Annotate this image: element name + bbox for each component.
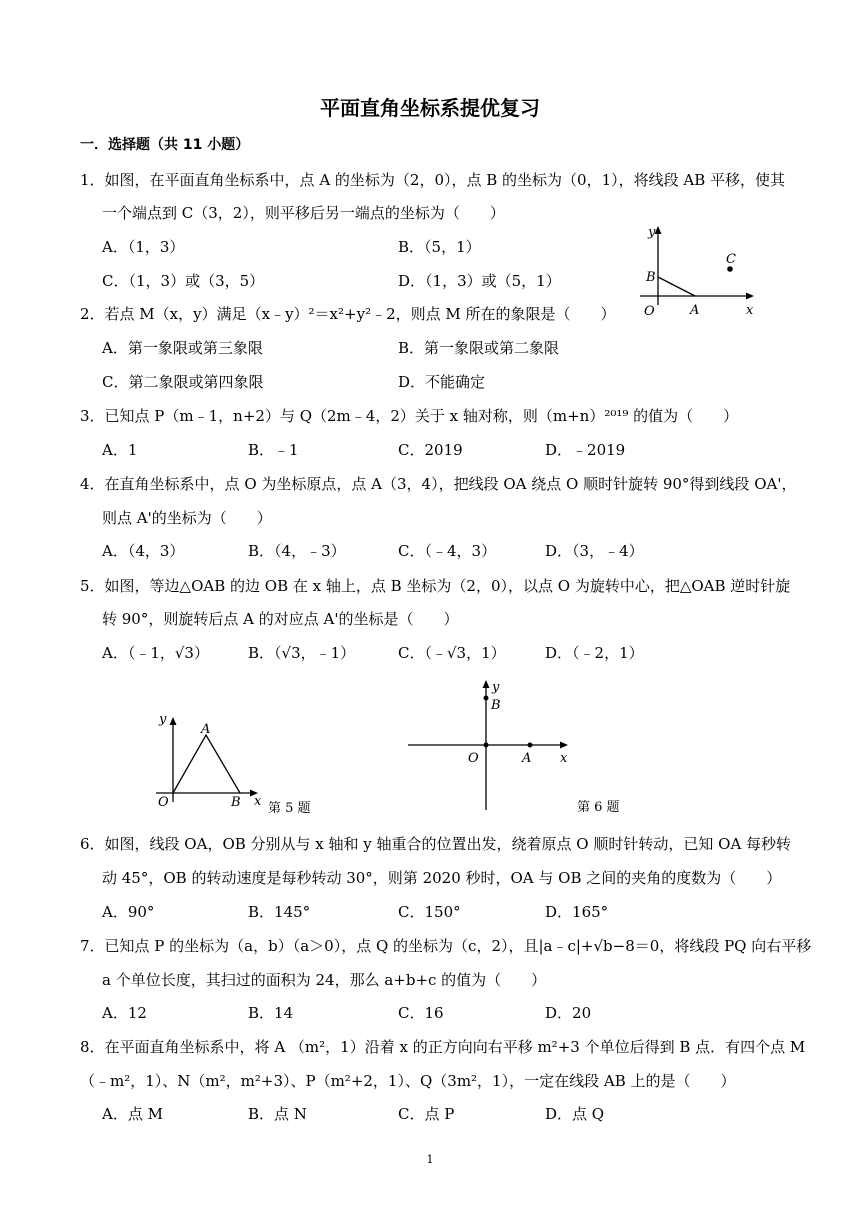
q8-option-c: C．点 P [398, 1105, 455, 1123]
q1-fig-b-label: B [646, 270, 656, 285]
q5-fig-o-label: O [158, 795, 169, 810]
section-heading: 一．选择题（共 11 小题） [80, 137, 250, 153]
q6-option-a: A．90° [102, 903, 155, 921]
q5-fig-x-label: x [254, 794, 262, 809]
q1-fig-c-label: C [726, 252, 736, 267]
q5-option-a: A．（﹣1，√3） [102, 644, 209, 662]
q6-figure [400, 674, 580, 814]
q6-stem-line2: 动 45°，OB 的转动速度是每秒转动 30°，则第 2020 秒时，OA 与 OB 之间的夹角的度数为（ ） [102, 869, 782, 887]
q7-stem-line1: 7．已知点 P 的坐标为（a，b）（a＞0），点 Q 的坐标为（c，2），且|a﹣c|+√b−8＝0，将线段 PQ 向右平移 [80, 937, 812, 955]
fig5-caption: 第 5 题 [268, 801, 311, 816]
q1-fig-o-label: O [644, 304, 655, 319]
q1-figure [630, 220, 765, 320]
q4-option-a: A．（4，3） [102, 542, 185, 560]
q5-option-b: B．（√3，﹣1） [248, 644, 356, 662]
q4-stem-line1: 4．在直角坐标系中，点 O 为坐标原点，点 A（3，4），把线段 OA 绕点 O 顺时针旋转 90°得到线段 OA'， [80, 475, 797, 493]
q8-stem-line2: （﹣m²，1）、N（m²，m²+3）、P（m²+2，1）、Q（3m²，1），一定在线段 AB 上的是（ ） [80, 1072, 736, 1090]
q6-fig-b-label: B [491, 698, 501, 713]
q3-option-b: B．﹣1 [248, 441, 299, 459]
q7-option-a: A．12 [102, 1004, 147, 1022]
q5-figure [148, 705, 328, 820]
q6-option-b: B．145° [248, 903, 311, 921]
q3-option-c: C．2019 [398, 441, 463, 459]
q7-option-b: B．14 [248, 1004, 294, 1022]
q6-fig-y-label: y [492, 680, 500, 695]
q8-option-d: D．点 Q [545, 1105, 605, 1123]
q1-stem-line2: 一个端点到 C（3，2），则平移后另一端点的坐标为（ ） [102, 204, 505, 222]
q4-option-d: D．（3，﹣4） [545, 542, 644, 560]
q1-fig-a-label: A [690, 303, 700, 318]
q2-option-b: B．第一象限或第二象限 [398, 339, 560, 357]
page-title: 平面直角坐标系提优复习 [320, 96, 540, 120]
q6-option-d: D．165° [545, 903, 609, 921]
q5-stem-line1: 5．如图，等边△OAB 的边 OB 在 x 轴上，点 B 坐标为（2，0），以点 O 为旋转中心，把△OAB 逆时针旋 [80, 577, 791, 595]
q8-stem-line1: 8．在平面直角坐标系中，将 A （m²，1）沿着 x 的正方向向右平移 m²+3 个单位后得到 B 点．有四个点 M [80, 1038, 806, 1056]
q4-stem-line2: 则点 A'的坐标为（ ） [102, 509, 272, 527]
q4-option-c: C．（﹣4，3） [398, 542, 497, 560]
q1-option-c: C．（1，3）或（3，5） [102, 272, 265, 290]
q3-stem-line1: 3．已知点 P（m﹣1，n+2）与 Q（2m﹣4，2）关于 x 轴对称，则（m+n）²⁰¹⁹ 的值为（ ） [80, 407, 739, 425]
q8-option-a: A．点 M [102, 1105, 163, 1123]
q6-fig-a-label: A [522, 751, 532, 766]
q7-option-d: D．20 [545, 1004, 592, 1022]
q7-stem-line2: a 个单位长度，其扫过的面积为 24，那么 a+b+c 的值为（ ） [102, 971, 547, 989]
q5-fig-a-label: A [201, 722, 211, 737]
q6-option-c: C．150° [398, 903, 461, 921]
q4-option-b: B．（4，﹣3） [248, 542, 346, 560]
q2-option-d: D．不能确定 [398, 373, 486, 391]
q2-stem-line1: 2．若点 M（x，y）满足（x﹣y）²＝x²+y²﹣2，则点 M 所在的象限是（ ） [80, 305, 616, 323]
q3-option-d: D．﹣2019 [545, 441, 626, 459]
fig6-caption: 第 6 题 [577, 800, 620, 815]
q6-stem-line1: 6．如图，线段 OA，OB 分别从与 x 轴和 y 轴重合的位置出发，绕着原点 O 顺时针转动，已知 OA 每秒转 [80, 835, 792, 853]
q1-option-d: D．（1，3）或（5，1） [398, 272, 561, 290]
q8-option-b: B．点 N [248, 1105, 307, 1123]
q1-option-b: B．（5，1） [398, 238, 481, 256]
page-number: 1 [426, 1153, 434, 1166]
q1-fig-x-label: x [746, 303, 754, 318]
q5-stem-line2: 转 90°，则旋转后点 A 的对应点 A'的坐标是（ ） [102, 610, 459, 628]
q6-fig-o-label: O [468, 751, 479, 766]
q5-option-c: C．（﹣√3，1） [398, 644, 506, 662]
q6-fig-x-label: x [560, 751, 568, 766]
q5-fig-y-label: y [159, 712, 167, 727]
q3-option-a: A．1 [102, 441, 138, 459]
q5-fig-b-label: B [231, 795, 241, 810]
q5-option-d: D．（﹣2，1） [545, 644, 644, 662]
q7-option-c: C．16 [398, 1004, 444, 1022]
q1-fig-y-label: y [648, 225, 656, 240]
q2-option-c: C．第二象限或第四象限 [102, 373, 264, 391]
q1-stem-line1: 1．如图，在平面直角坐标系中，点 A 的坐标为（2，0），点 B 的坐标为（0，1），将线段 AB 平移，使其 [80, 171, 786, 189]
q2-option-a: A．第一象限或第三象限 [102, 339, 263, 357]
q1-option-a: A．（1，3） [102, 238, 185, 256]
